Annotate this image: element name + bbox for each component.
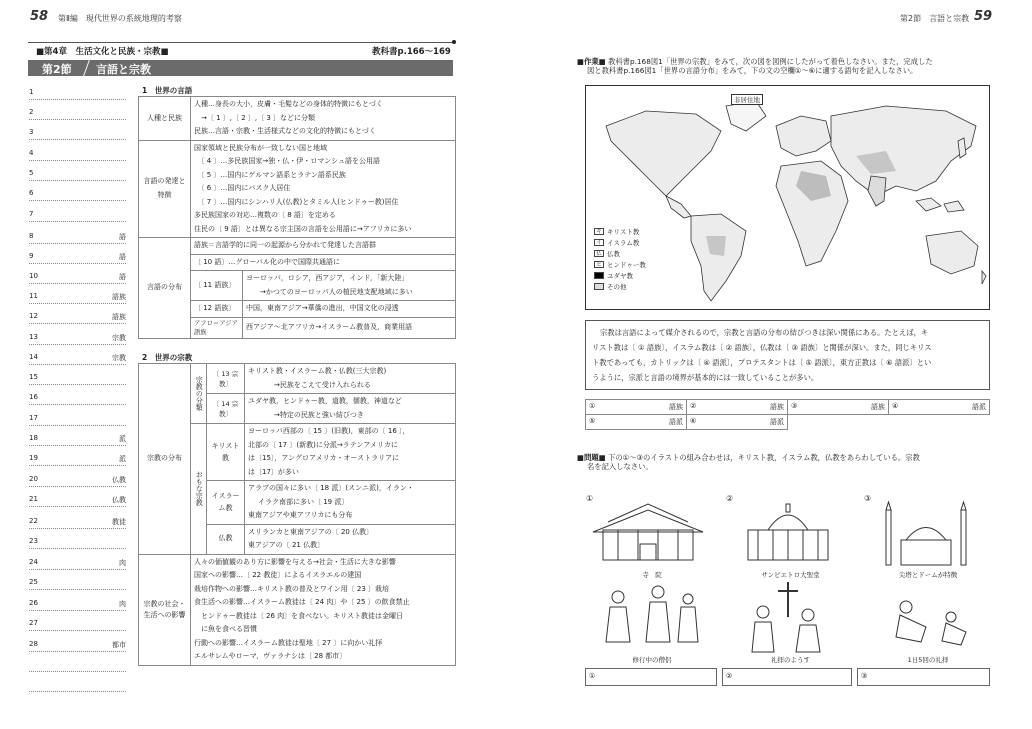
answer-row-suffix: 肉 [119, 559, 126, 567]
answer-row[interactable] [29, 432, 126, 446]
r14-content: ユダヤ教，ヒンドゥー教，道教，儒教，神道など →特定の民族と強い結びつき [245, 394, 456, 424]
answer-row-number: 9 [29, 252, 34, 260]
fill-cell-number: ① [589, 402, 596, 410]
left-page-number: 58 [30, 9, 49, 24]
answer-row[interactable] [29, 638, 126, 652]
fill-cell[interactable] [687, 400, 788, 415]
right-page-number: 59 [974, 9, 993, 24]
answer-row-number: 28 [29, 640, 38, 648]
right-running-title: 第2節 言語と宗教 [900, 14, 970, 23]
illustration-building [866, 500, 990, 570]
answer-row-number: 16 [29, 393, 38, 401]
hattatsu-label: 言語の発達と特徴 [139, 140, 191, 238]
illustration-caption-bottom: 1日5回の礼拝 [907, 656, 949, 664]
answer-row[interactable] [29, 230, 126, 244]
legend-item [594, 259, 646, 270]
christ-content: ヨーロッパ西部の〔 15 〕(旧教)，東部の〔 16 〕， 北部の〔 17 〕(新教)に分派→ラテンアメリカに は〔15〕，アングロアメリカ・オーストラリアに は〔17〕が多い [245, 424, 456, 481]
mondai-instructions: ■問題■ 下の①～③のイラストの組み合わせは，キリスト教，イスラム教，仏教をあらわしている。宗教 名を記入しなさい。 [577, 453, 920, 472]
answer-row[interactable] [29, 106, 126, 120]
answer-row-number: 23 [29, 537, 38, 545]
mondai-answer-2[interactable]: ② [722, 668, 852, 686]
fill-cell-number: ⑥ [690, 417, 697, 425]
sakugyo-instructions: ■作業■ 教科書p.168図1「世界の宗教」をみて，次の図を図例にしたがって着色しなさい。また，完成した 図と教科書p.166図1「世界の言語分布」をみて，下の文の空欄①～⑥に適する語句を記入しなさい。 [577, 57, 933, 76]
answer-row[interactable] [29, 351, 126, 365]
illustration-number: ③ [864, 494, 872, 503]
illustration-caption-bottom: 礼拝のようす [771, 656, 810, 664]
answer-row-number: 1 [29, 88, 34, 96]
eikyo-content: 人々の価値観のあり方に影響を与える→社会・生活に大きな影響 国家への影響…〔 22 教徒〕によるイスラエルの建国 栽培作物への影響…キリスト教の普及とワイン用〔 23 〕栽培 食生活への影響…イスラーム教徒は〔 24 肉〕や〔 25 〕の飲食禁止 ヒンドゥー教徒は〔 26 肉〕を食べない。キリスト教徒は金曜日 に魚を食べる習慣 行動への影響…イスラーム教徒は聖地〔 27 〕に向かい礼拝 エルサレムやローマ，ヴァラナシは〔 28 都市〕 [191, 554, 456, 665]
answer-row-number: 11 [29, 292, 38, 300]
jinshu-content: 人種…身長の大小，皮膚・毛髪などの身体的特徴にもとづく →〔 1 〕,〔 2 〕,〔 3 〕などに分類 民族…言語・宗教・生活様式などの文化的特徴にもとづく [191, 97, 456, 141]
answer-row-number: 14 [29, 353, 38, 361]
answer-row-number: 10 [29, 272, 38, 280]
legend-swatch [594, 283, 604, 290]
answer-row-number: 12 [29, 312, 38, 320]
answer-row[interactable] [29, 515, 126, 529]
fill-cell-number: ③ [791, 402, 798, 410]
r14-key: 〔 14 宗教〕 [207, 394, 245, 424]
answer-row[interactable] [29, 331, 126, 345]
answer-row-suffix: 教徒 [112, 518, 126, 526]
section2-heading: 2 世界の宗教 [142, 353, 193, 362]
answer-row-suffix: 仏教 [112, 476, 126, 484]
answer-row-number: 17 [29, 414, 38, 422]
legend-item [594, 248, 646, 259]
answer-row-suffix: 肉 [119, 600, 126, 608]
answer-row-blank [29, 678, 126, 692]
legend-label: その他 [607, 283, 627, 291]
legend-swatch: イ [594, 239, 604, 246]
legend-label: 仏教 [607, 250, 620, 258]
fill-in-paragraph: 宗教は言語によって媒介されるので，宗教と言語の分布の結びつきは深い関係にある。たとえば，キ リスト教は〔 ① 語族〕，イスラム教は〔 ② 語族〕，仏教は〔 ③ 語族〕と関係が深い。また，同じキリス ト教であっても，カトリックは〔 ④ 語派〕，プロテスタントは〔 ⑤ 語派〕，東方正教は〔 ⑥ 語派〕とい うように，宗派と言語の境界が基本的には一致していることが多い。 [585, 320, 990, 390]
answer-row-suffix: 語 [119, 253, 126, 261]
islam-content: アラブの国々に多い〔 18 派〕(スンニ派)，イラン・ イラク南部に多い〔 19 派〕 東南アジアや東アフリカにも分布 [245, 481, 456, 525]
answer-row-number: 3 [29, 128, 34, 136]
fill-cell-suffix: 語族 [669, 403, 683, 411]
answer-row-number: 21 [29, 495, 38, 503]
illustration-number: ① [586, 494, 594, 503]
illustration-caption-top: サンピエトロ大聖堂 [761, 571, 820, 579]
answer-row-suffix: 語 [119, 273, 126, 281]
answer-row-number: 27 [29, 619, 38, 627]
answer-row-number: 19 [29, 454, 38, 462]
butsu-label: 仏教 [207, 524, 245, 554]
legend-item [594, 270, 646, 281]
answer-row[interactable] [29, 86, 126, 100]
legend-item [594, 226, 646, 237]
sakugyo-label: ■作業■ [577, 57, 606, 66]
answer-row[interactable] [29, 493, 126, 507]
fill-cell[interactable] [788, 415, 889, 430]
answer-row-suffix: 仏教 [112, 496, 126, 504]
answer-row[interactable] [29, 147, 126, 161]
answer-row-suffix: 語族 [112, 293, 126, 301]
chapter-textbook-ref: 教科書p.166～169 [372, 47, 451, 57]
answer-row-number: 22 [29, 517, 38, 525]
answer-row[interactable] [29, 617, 126, 631]
legend-swatch: 仏 [594, 250, 604, 257]
religion-table [138, 363, 456, 666]
answer-row-suffix: 派 [119, 455, 126, 463]
answer-row[interactable] [29, 412, 126, 426]
answer-row-number: 15 [29, 373, 38, 381]
hattatsu-content: 国家領域と民族分布が一致しない国と地域 〔 4 〕…多民族国家→独・仏・伊・ロマンシュ語を公用語 〔 5 〕…国内にゲルマン語系とラテン語系民族 〔 6 〕…国内にバスク人居住 〔 7 〕…国内にシンハリ人(仏教)とタミル人(ヒンドゥー教)居住 多民族国家の対応…複数の〔 8 語〕を定める 住民の〔 9 語〕とは異なる宗主国の言語を公用語に→アフリカに多い [191, 140, 456, 238]
language-table [138, 96, 456, 339]
legend-item [594, 281, 646, 292]
map-label-non-residential: 非居住地 [731, 94, 763, 105]
illustration-number: ② [726, 494, 734, 503]
fill-cell-suffix: 語派 [770, 418, 784, 426]
mondai-label: ■問題■ [577, 453, 606, 462]
answer-row-number: 13 [29, 333, 38, 341]
illustration-people [866, 577, 990, 655]
illustration-building [728, 500, 853, 570]
answer-row[interactable] [29, 167, 126, 181]
map-legend [594, 226, 646, 292]
answer-row[interactable] [29, 250, 126, 264]
answer-row-number: 24 [29, 558, 38, 566]
answer-row-suffix: 宗教 [112, 334, 126, 342]
answer-row[interactable] [29, 597, 126, 611]
mondai-answer-3[interactable]: ③ [857, 668, 990, 686]
fill-cell[interactable] [889, 415, 990, 430]
left-running-title: 第Ⅱ編 現代世界の系統地理的考察 [58, 14, 182, 23]
omona-label: おもな宗教 [191, 424, 207, 555]
legend-swatch [594, 272, 604, 279]
fill-cell[interactable] [889, 400, 990, 415]
legend-item [594, 237, 646, 248]
answer-row-number: 26 [29, 599, 38, 607]
answer-row-suffix: 派 [119, 435, 126, 443]
answer-row-number: 20 [29, 475, 38, 483]
fill-cell-number: ② [690, 402, 697, 410]
fill-cell[interactable] [687, 415, 788, 430]
answer-row[interactable] [29, 535, 126, 549]
answer-row[interactable] [29, 126, 126, 140]
bunrui-label: 宗教の分類 [191, 364, 207, 424]
answer-row[interactable] [29, 290, 126, 304]
fill-cell-suffix: 語族 [770, 403, 784, 411]
mondai-answer-1[interactable]: ① [585, 668, 717, 686]
answer-row[interactable] [29, 473, 126, 487]
fill-cell-number: ④ [892, 402, 899, 410]
illustration-caption-top: 尖塔とドームが特徴 [898, 571, 958, 579]
answer-row-number: 6 [29, 189, 34, 197]
answer-row[interactable] [29, 270, 126, 284]
gengo-bunpu-content: 語族＝言語学的に同一の起源から分かれて発達した言語群 〔 10 語〕…グローバル化の中で国際共通語に 〔 11 語族〕 ヨーロッパ，ロシア，西アジア，インド，「新大陸」 →かつてのヨーロッパ人の植民地支配地域に多い 〔 12 語族〕 中国，東南アジア→華僑の進出，中国文化の浸透 アフロ＝アジア語族 西アジア～北アフリカ→イスラーム教普及，商業用語 [191, 238, 456, 339]
answer-row-suffix: 都市 [112, 641, 126, 649]
butsu-content: スリランカと東南アジアの〔 20 仏教〕 東アジアの〔 21 仏教〕 [245, 524, 456, 554]
jinshu-label: 人種と民族 [139, 97, 191, 141]
fill-cell-suffix: 語族 [871, 403, 885, 411]
section-title: 言語と宗教 [96, 63, 151, 76]
section-banner [28, 60, 453, 76]
answer-row[interactable] [29, 452, 126, 466]
r13-key: 〔 13 宗教〕 [207, 364, 245, 394]
answer-row-suffix: 語 [119, 233, 126, 241]
answer-row-number: 25 [29, 578, 38, 586]
section-number: 第2節 [42, 63, 72, 76]
chapter-title: ■第4章 生活文化と民族・宗教■ [36, 47, 169, 57]
gengo-bunpu-label: 言語の分布 [139, 238, 191, 339]
world-map-outline [586, 86, 991, 311]
fill-cell-suffix: 語派 [669, 418, 683, 426]
answer-row[interactable] [29, 576, 126, 590]
illustration-caption-top: 寺 院 [642, 571, 662, 579]
fill-cell-suffix: 語派 [972, 403, 986, 411]
illustration-caption-bottom: 修行中の僧侶 [632, 656, 672, 664]
answer-row-number: 7 [29, 210, 34, 218]
fill-cell[interactable] [788, 400, 889, 415]
answer-row[interactable] [29, 556, 126, 570]
r13-content: キリスト教・イスラーム教・仏教(三大宗教) →民族をこえて受け入れられる [245, 364, 456, 394]
answer-row-number: 18 [29, 434, 38, 442]
answer-row-number: 2 [29, 108, 34, 116]
legend-label: キリスト教 [607, 228, 640, 236]
answer-row[interactable] [29, 187, 126, 201]
shukyo-bunpu-label: 宗教の分布 [139, 364, 191, 555]
answer-row[interactable] [29, 208, 126, 222]
answer-row[interactable] [29, 310, 126, 324]
fill-cell-number: ⑤ [589, 417, 596, 425]
answer-row-suffix: 宗教 [112, 354, 126, 362]
answer-row-number: 5 [29, 169, 34, 177]
answer-row-number: 8 [29, 232, 34, 240]
christ-label: キリスト教 [207, 424, 245, 481]
fill-cell[interactable] [586, 400, 687, 415]
illustration-people [728, 577, 853, 655]
legend-label: ユダヤ教 [607, 272, 633, 280]
legend-swatch: ヒ [594, 261, 604, 268]
answer-row-number: 4 [29, 149, 34, 157]
legend-label: ヒンドゥー教 [607, 261, 646, 269]
legend-swatch: キ [594, 228, 604, 235]
fill-answer-table [585, 399, 990, 430]
answer-row-suffix: 語族 [112, 313, 126, 321]
illustration-people [588, 577, 716, 655]
answer-row[interactable] [29, 371, 126, 385]
world-map [585, 85, 990, 310]
answer-row[interactable] [29, 391, 126, 405]
fill-cell[interactable] [586, 415, 687, 430]
eikyo-label: 宗教の社会・生活への影響 [139, 554, 191, 665]
answer-row-blank [29, 658, 126, 672]
illustration-building [588, 500, 716, 570]
islam-label: イスラーム教 [207, 481, 245, 525]
legend-label: イスラム教 [607, 239, 640, 247]
section1-heading: 1 世界の言語 [142, 86, 193, 95]
